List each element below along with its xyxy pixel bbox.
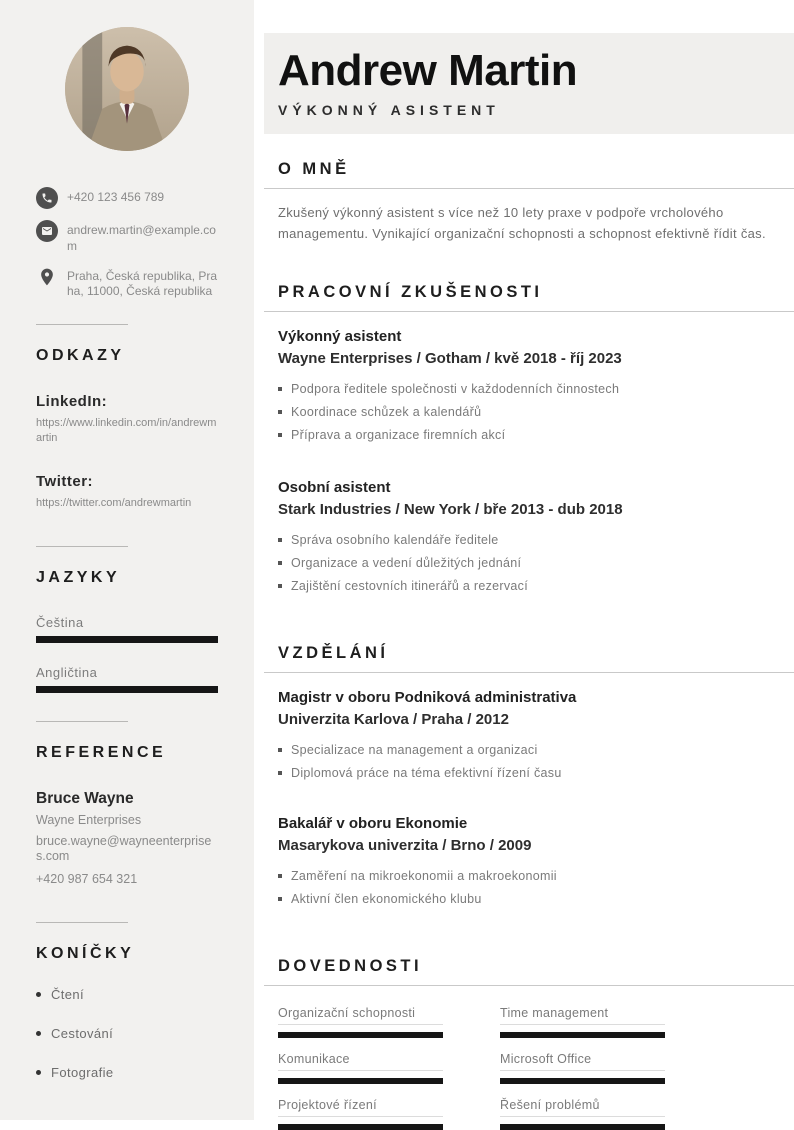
section-rule [264, 188, 794, 189]
education-entry [278, 815, 794, 911]
references-section-title: REFERENCE [36, 744, 167, 762]
skills-section-title: DOVEDNOSTI [278, 956, 423, 975]
language-name: Angličtina [36, 665, 98, 681]
job-meta: Stark Industries / New York / bře 2013 - dub 2018 [278, 500, 623, 518]
header-band [264, 33, 794, 134]
contact-email [36, 220, 218, 255]
contact-block [36, 187, 218, 300]
bullet-item [278, 552, 794, 575]
location-pin-icon [36, 266, 58, 288]
skill-item [500, 1052, 665, 1084]
reference-company: Wayne Enterprises [36, 813, 142, 828]
school-meta: Univerzita Karlova / Praha / 2012 [278, 710, 509, 728]
bullet-text: Specializace na management a organizaci [291, 742, 538, 757]
about-section-title: O MNĚ [278, 160, 350, 178]
bullet-text: Příprava a organizace firemních akcí [291, 427, 506, 442]
job-role: Výkonný asistent [278, 327, 402, 345]
bullet-item [278, 865, 794, 888]
languages-section-title: JAZYKY [36, 569, 121, 587]
bullet-item [278, 575, 794, 598]
experience-section [264, 283, 794, 598]
phone-icon [36, 187, 58, 209]
education-bullets [278, 739, 794, 785]
language-level-bar [36, 686, 218, 693]
bullet-square [278, 897, 282, 901]
bullet-item [278, 529, 794, 552]
contact-location [36, 266, 218, 301]
skill-label: Microsoft Office [500, 1052, 665, 1071]
bullet-item [278, 401, 794, 424]
bullet-square [278, 771, 282, 775]
job-bullets [278, 529, 794, 598]
skill-level-bar [278, 1078, 443, 1084]
bullet-square [278, 748, 282, 752]
section-rule [264, 985, 794, 986]
location-text: Praha, Česká republika, Praha, 11000, Česká republika [67, 268, 218, 299]
bullet-square [278, 561, 282, 565]
skill-item [278, 1052, 443, 1084]
main-content [264, 0, 794, 1120]
twitter-url: https://twitter.com/andrewmartin [36, 496, 192, 509]
hobby-item [36, 1065, 218, 1080]
bullet-text: Zaměření na mikroekonomii a makroekonomii [291, 868, 557, 883]
skills-section [264, 957, 794, 1130]
phone-number: +420 123 456 789 [67, 190, 165, 204]
job-title: VÝKONNÝ ASISTENT [278, 102, 500, 118]
bullet-square [278, 874, 282, 878]
hobby-item [36, 987, 218, 1002]
experience-entry [278, 328, 794, 447]
education-section-title: VZDĚLÁNÍ [278, 643, 389, 662]
bullet-square [278, 538, 282, 542]
sidebar [0, 0, 254, 1120]
job-bullets [278, 378, 794, 447]
education-section [264, 644, 794, 911]
person-name: Andrew Martin [278, 46, 578, 95]
column-gutter [254, 0, 264, 1120]
bullet-item [278, 739, 794, 762]
reference-phone: +420 987 654 321 [36, 872, 138, 887]
bullet-dot [36, 1031, 41, 1036]
skill-level-bar [500, 1078, 665, 1084]
reference-name: Bruce Wayne [36, 790, 134, 808]
about-section [264, 160, 794, 245]
skill-item [500, 1006, 665, 1038]
sidebar-divider [36, 546, 128, 547]
bullet-text: Koordinace schůzek a kalendářů [291, 404, 482, 419]
language-level-bar [36, 636, 218, 643]
hobby-label: Cestování [51, 1025, 114, 1041]
degree-name: Bakalář v oboru Ekonomie [278, 814, 468, 832]
skill-item [500, 1098, 665, 1130]
bullet-text: Organizace a vedení důležitých jednání [291, 555, 522, 570]
contact-phone [36, 187, 218, 209]
education-entry [278, 689, 794, 785]
job-meta: Wayne Enterprises / Gotham / kvě 2018 - říj 2023 [278, 349, 622, 367]
skill-label: Řešení problémů [500, 1098, 665, 1117]
skill-label: Organizační schopnosti [278, 1006, 443, 1025]
mail-icon [36, 220, 58, 242]
skill-level-bar [278, 1124, 443, 1130]
reference-email: bruce.wayne@wayneenterprises.com [36, 833, 212, 864]
hobbies-section-title: KONÍČKY [36, 944, 135, 962]
bullet-square [278, 387, 282, 391]
bullet-dot [36, 992, 41, 997]
hobby-item [36, 1026, 218, 1041]
bullet-text: Správa osobního kalendáře ředitele [291, 532, 499, 547]
bullet-square [278, 584, 282, 588]
bullet-item [278, 378, 794, 401]
bullet-dot [36, 1070, 41, 1075]
hobby-label: Čtení [51, 986, 85, 1002]
section-rule [264, 311, 794, 312]
degree-name: Magistr v oboru Podniková administrativa [278, 688, 577, 706]
skill-label: Komunikace [278, 1052, 443, 1071]
about-text: Zkušený výkonný asistent s více než 10 lety praxe v podpoře vrcholového managementu. Vynikající organizační schopnosti a schopnost efektivně řídit čas. [278, 205, 766, 241]
bullet-item [278, 424, 794, 447]
sidebar-divider [36, 324, 128, 325]
experience-section-title: PRACOVNÍ ZKUŠENOSTI [278, 282, 543, 301]
bullet-text: Podpora ředitele společnosti v každodenních činnostech [291, 381, 620, 396]
links-section-title: ODKAZY [36, 347, 125, 365]
bullet-item [278, 888, 794, 911]
experience-entry [278, 479, 794, 598]
bullet-text: Zajištění cestovních itinerářů a rezervací [291, 578, 529, 593]
skill-label: Time management [500, 1006, 665, 1025]
bullet-square [278, 433, 282, 437]
sidebar-divider [36, 721, 128, 722]
skill-level-bar [278, 1032, 443, 1038]
section-rule [264, 672, 794, 673]
profile-photo-illustration [65, 27, 189, 151]
bullet-square [278, 410, 282, 414]
skill-item [278, 1006, 443, 1038]
skill-item [278, 1098, 443, 1130]
skill-label: Projektové řízení [278, 1098, 443, 1117]
bullet-item [278, 762, 794, 785]
language-name: Čeština [36, 615, 84, 631]
sidebar-divider [36, 922, 128, 923]
twitter-label: Twitter: [36, 472, 94, 490]
hobby-label: Fotografie [51, 1064, 114, 1080]
school-meta: Masarykova univerzita / Brno / 2009 [278, 836, 532, 854]
bullet-text: Diplomová práce na téma efektivní řízení času [291, 765, 562, 780]
skills-grid [278, 1006, 794, 1130]
linkedin-url: https://www.linkedin.com/in/andrewmartin [36, 417, 217, 444]
job-role: Osobní asistent [278, 478, 391, 496]
email-address: andrew.martin@example.com [67, 223, 216, 253]
skill-level-bar [500, 1032, 665, 1038]
linkedin-label: LinkedIn: [36, 393, 108, 411]
bullet-text: Aktivní člen ekonomického klubu [291, 891, 482, 906]
profile-photo [65, 27, 189, 151]
education-bullets [278, 865, 794, 911]
skill-level-bar [500, 1124, 665, 1130]
